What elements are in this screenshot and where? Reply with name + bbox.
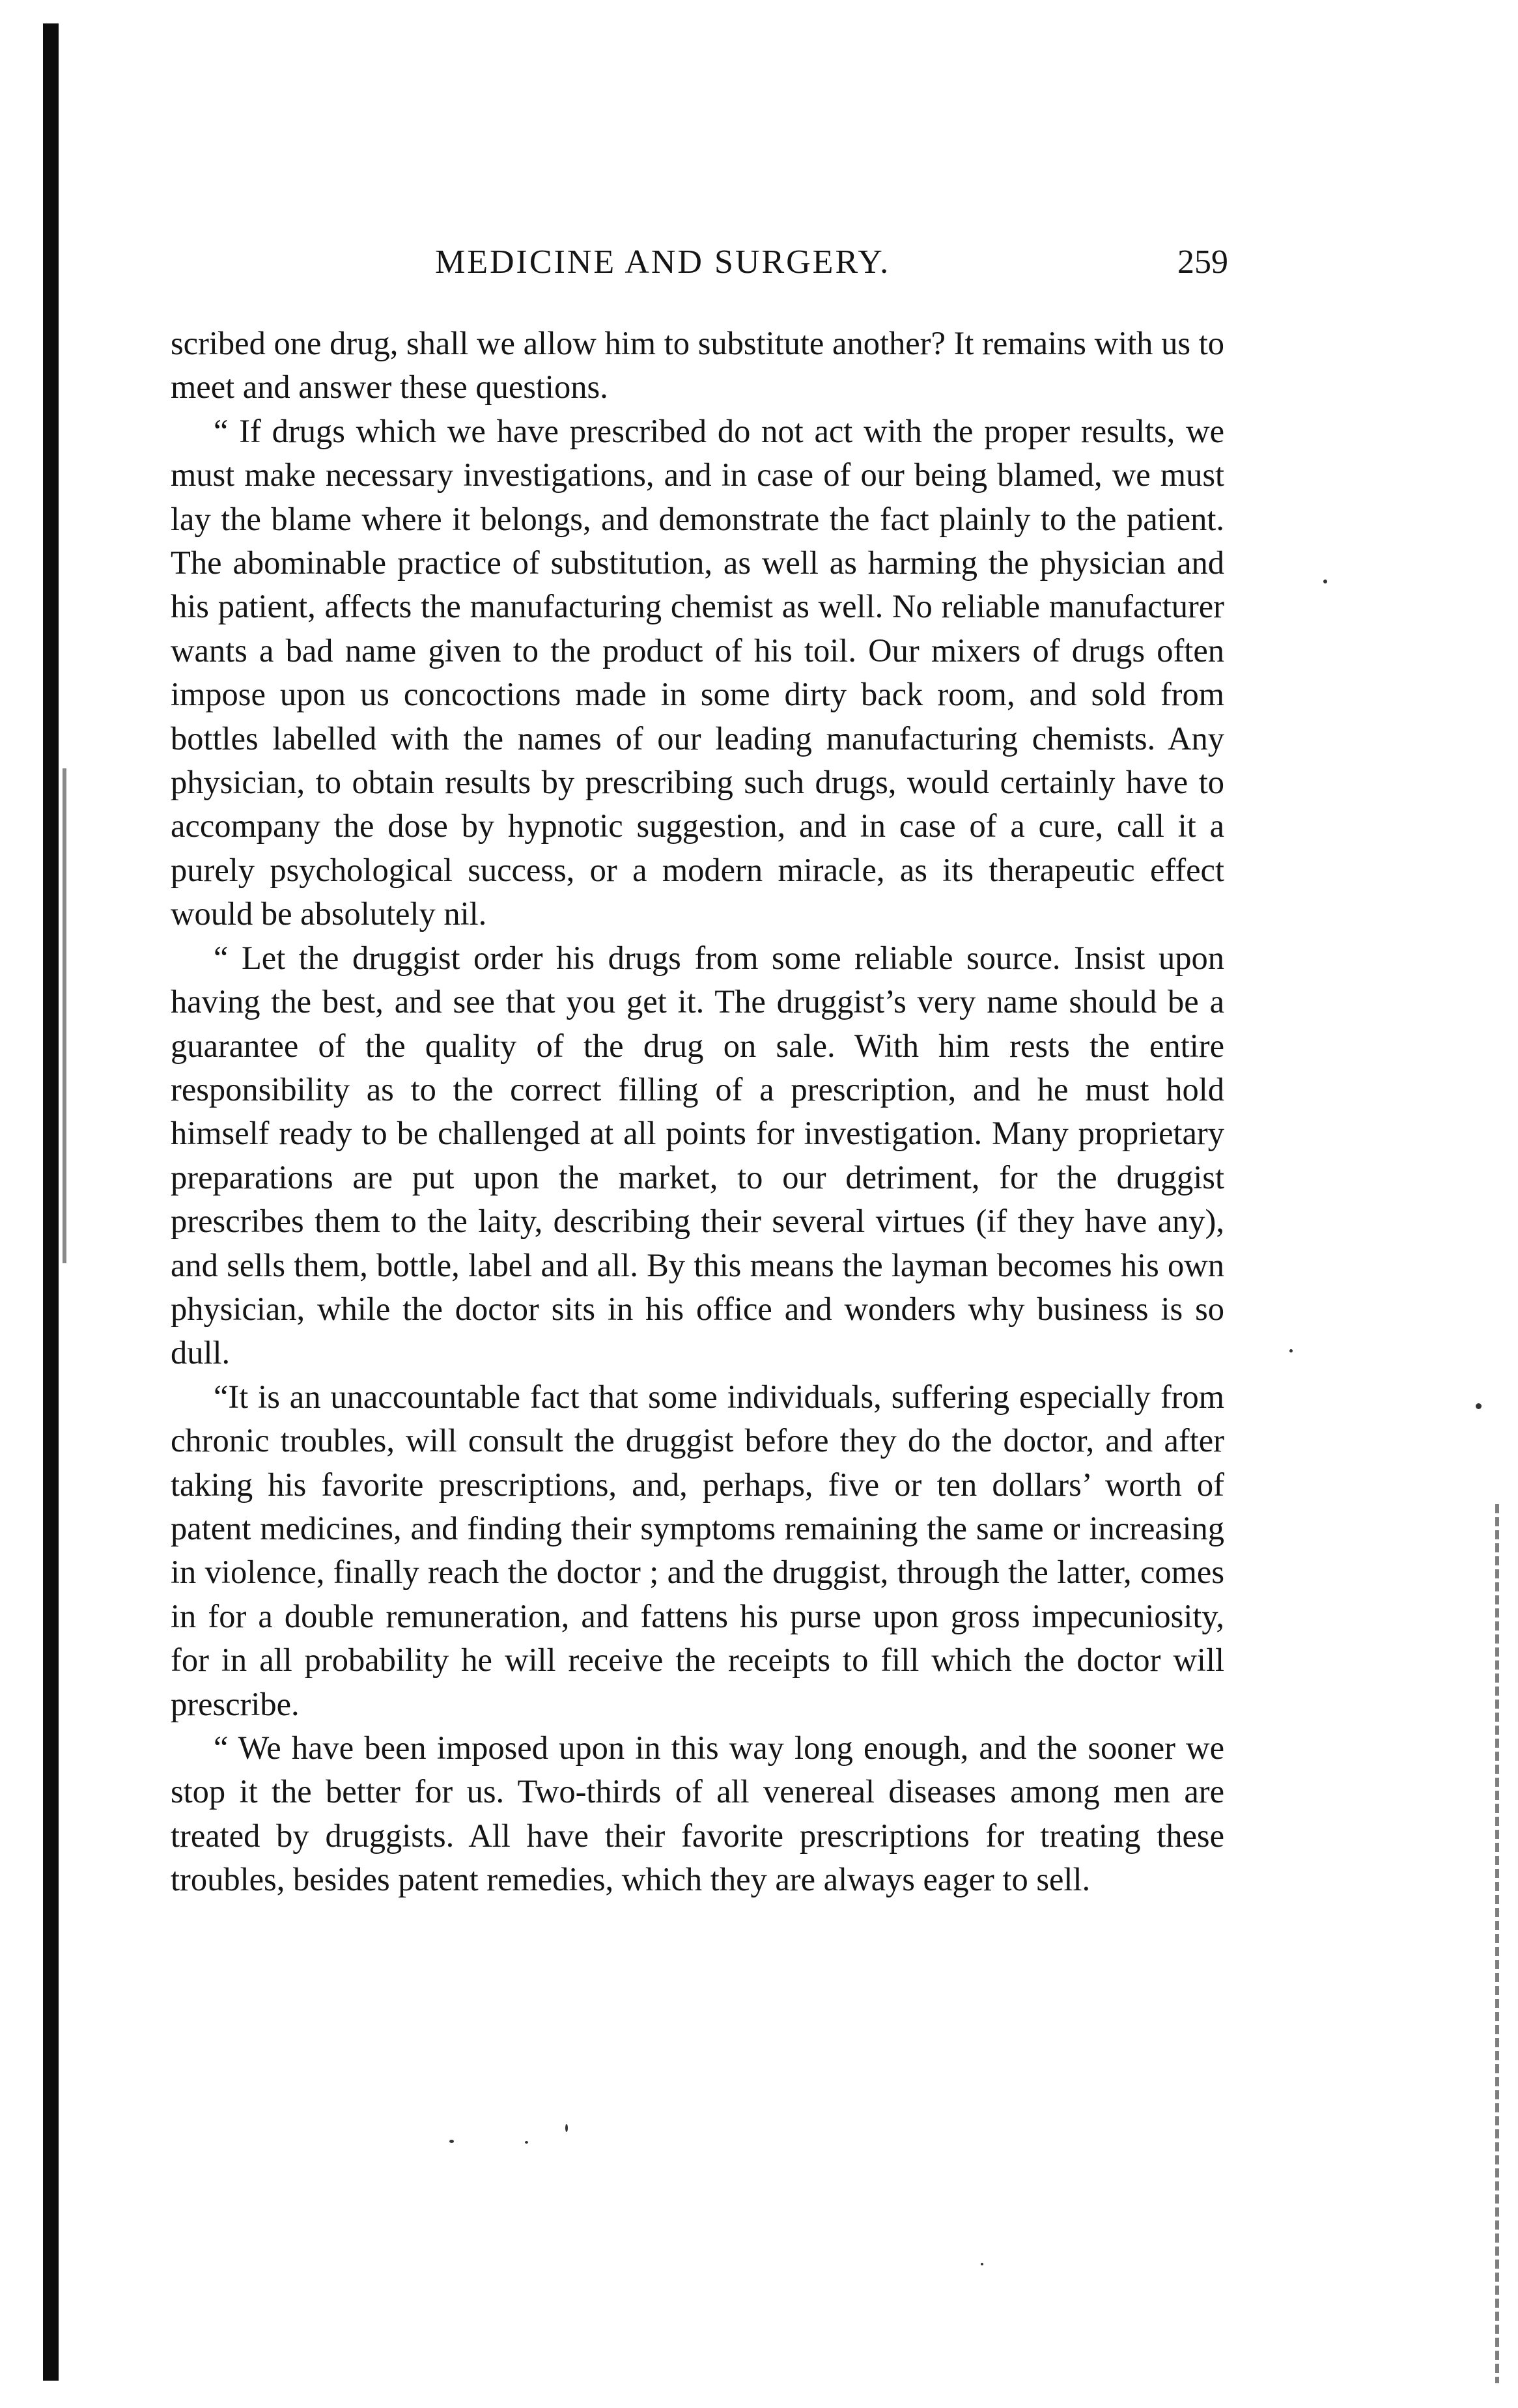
paragraph: “ If drugs which we have prescribed do not act with the proper results, we must make necessary investigations, and in case of our being blamed, we must lay the blame where it belongs, and demonstrate the fact plainly to the patient. The abominable practice of substitution, as well as harming the physician and his patient, affects the manufacturing chemist as well. No reliable manufacturer wants a bad name given to the product of his toil. Our mixers of drugs often impose upon us concoctions made in some dirty back room, and sold from bottles labelled with the names of our leading manufacturing chemists. Any physician, to obtain results by prescribing such drugs, would certainly have to accompany the dose by hypnotic suggestion, and in case of a cure, call it a purely psychological success, or a modern miracle, as its therapeutic effect would be absolutely nil. [171,412,1224,932]
paragraph-continued: scribed one drug, shall we allow him to substitute another? It remains with us to meet and answer these questions. [171,325,1224,406]
binding-edge-left [43,23,59,2381]
ink-speck [1289,1349,1293,1352]
ink-speck [1476,1403,1482,1409]
body-text [171,322,1224,1902]
paragraph: “ We have been imposed upon in this way long enough, and the sooner we stop it the better for us. Two-thirds of all venereal diseases among men are treated by druggists. All have their favorite prescriptions for treating these troubles, besides patent remedies, which they are always eager to sell. [171,1729,1224,1898]
binding-edge-right [1495,1504,1499,2383]
paragraph: “ Let the druggist order his drugs from some reliable source. Insist upon having the best, and see that you get it. The druggist’s very name should be a guarantee of the quality of the drug on sale. With him rests the entire responsibility as to the correct filling of a prescription, and he must hold himself ready to be challenged at all points for investigation. Many proprietary preparations are put upon the market, to our detriment, for the druggist prescribes them to the laity, describing their several virtues (if they have any), and sells them, bottle, label and all. By this means the layman becomes his own physician, while the doctor sits in his office and wonders why business is so dull. [171,939,1224,1371]
running-head: MEDICINE AND SURGERY. [435,244,891,281]
ink-speck [565,2124,568,2132]
page-number: 259 [1177,244,1228,281]
ink-speck [525,2141,528,2144]
ink-speck [1323,580,1327,583]
paragraph: “It is an unaccountable fact that some individuals, suffering especially from chronic troubles, will consult the druggist before they do the doctor, and after taking his favorite prescriptions, and, perhaps, five or ten dollars’ worth of patent medicines, and finding their symptoms remaining the same or increasing in violence, finally reach the doctor ; and the druggist, through the latter, comes in for a double remuneration, and fattens his purse upon gross impecuniosity, for in all probability he will receive the receipts to fill which the doctor will prescribe. [171,1378,1224,1722]
binding-shadow-left [63,768,66,1263]
ink-speck [449,2140,454,2143]
ink-speck [981,2263,983,2265]
